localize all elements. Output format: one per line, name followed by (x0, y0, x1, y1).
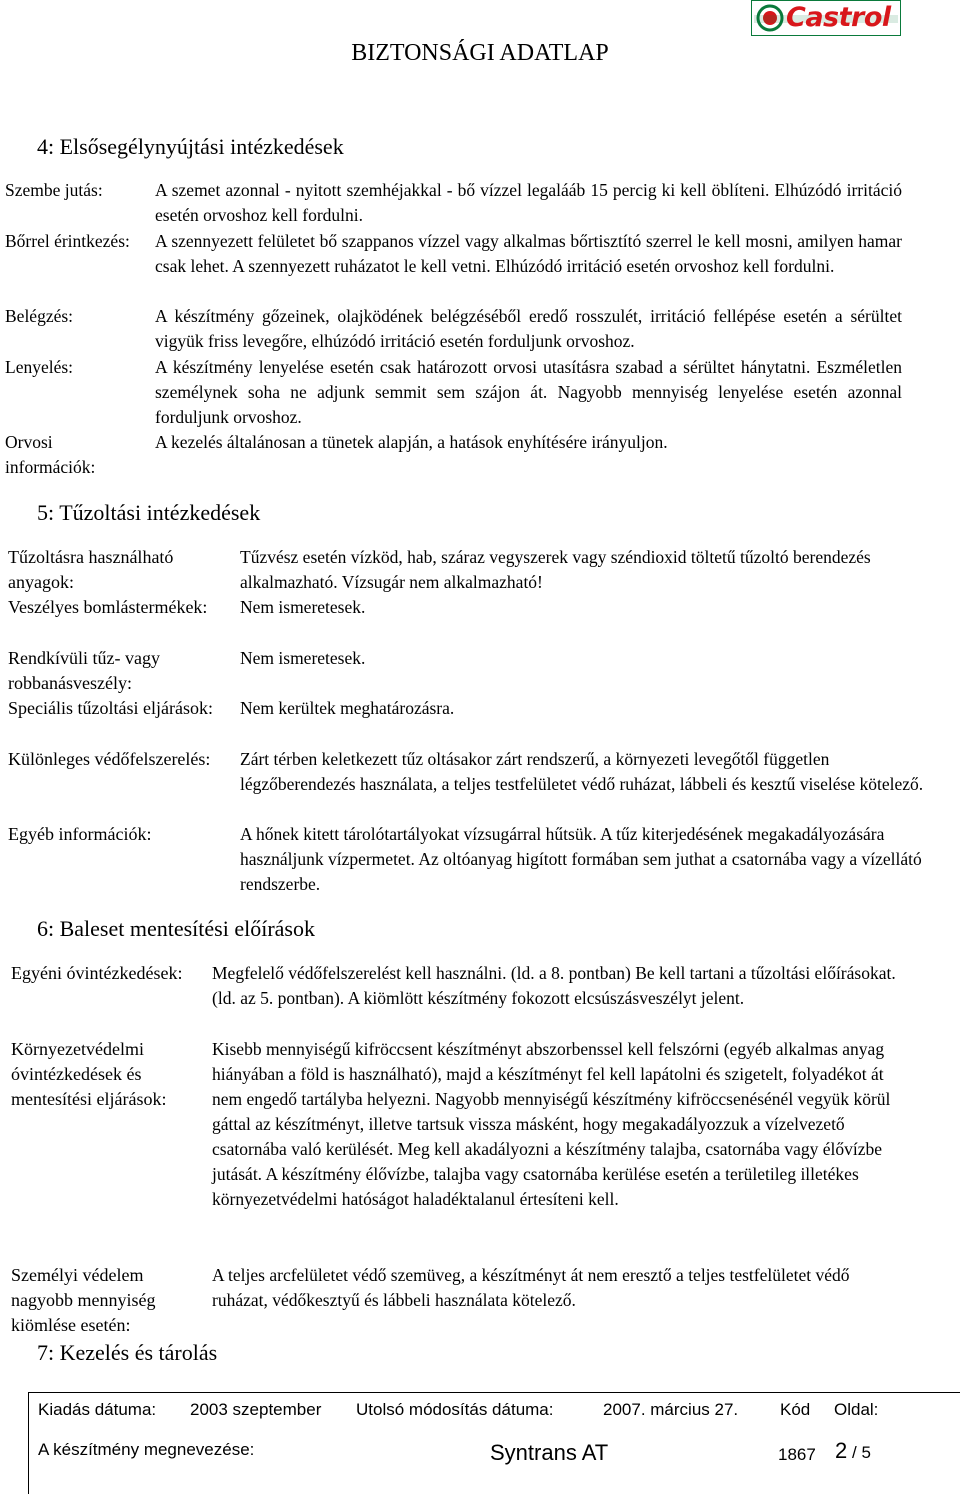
section-4-label-medical: Orvosi információk: (5, 432, 96, 477)
footer-modified-label: Utolsó módosítás dátuma: (356, 1400, 554, 1419)
section-4-text-inhalation: A készítmény gőzeinek, olajködének belégzéséből eredő rosszulét, irritáció fellépése esetén a sérültet vigyük friss levegőre, elhúzódó irritáció esetén forduljunk orvoshoz. (155, 306, 902, 351)
section-5-label-explosion-hazard: Rendkívüli tűz- vagy robbanásveszély: (8, 648, 160, 693)
section-5-label-other-info: Egyéb információk: (8, 824, 152, 844)
footer-issue-value: 2003 szeptember (190, 1400, 322, 1419)
footer-page-label: Oldal: (834, 1400, 879, 1419)
section-6-label-large-spill: Személyi védelem nagyobb mennyiség kiömlése esetén: (11, 1265, 156, 1335)
section-6-text-large-spill: A teljes arcfelületet védő szemüveg, a készítményt át nem eresztő a teljes testfelületet védő ruházat, védőkesztyű és lábbeli használata kötelező. (212, 1265, 850, 1310)
footer-product-label: A készítmény megnevezése: (38, 1440, 255, 1459)
castrol-logo-text: Castrol (786, 2, 891, 33)
section-4-label-inhalation: Belégzés: (5, 306, 74, 326)
section-4-label-eye: Szembe jutás: (5, 180, 103, 200)
footer-page-current: 2 (835, 1438, 848, 1463)
footer-modified-value: 2007. március 27. (603, 1400, 739, 1419)
section-5-label-special-procedures: Speciális tűzoltási eljárások: (8, 698, 213, 718)
section-6-text-environmental: Kisebb mennyiségű kifröccsent készítményt abszorbenssel kell felszórni (egyéb alkalmas anyag hiányában a föld is használható), majd a készítményt fel kell lapátolni és szigetelt, folyadékot át nem engedő tartályba helyezni. Nagyobb mennyiségű készítmény kifröccsenésénél vegyük körül gáttal az készítményt, illetve tartsuk vissza másként, hogy megakadályozzuk a vízelvezető csatornába való kerülését. Meg kell akadályozni a készítmény talajba, csatornába vagy élővízbe jutását. A készítmény élővízbe, talajba vagy csatornába kerülése esetén a területileg illetékes környezetvédelmi hatóságot haladéktalanul értesíteni kell. (212, 1039, 891, 1209)
section-4-heading: 4: Elsősegélynyújtási intézkedések (37, 134, 344, 159)
castrol-logo (751, 0, 901, 36)
section-5-text-extinguishing: Tűzvész esetén vízköd, hab, száraz vegyszerek vagy széndioxid töltetű tűzoltó berendezés alkalmazható. Vízsugár nem alkalmazható! (240, 547, 871, 592)
footer-code-label: Kód (780, 1400, 811, 1419)
section-4-text-skin: A szennyezett felületet bő szappanos vízzel vagy alkalmas bőrtisztító szerrel le kell mosni, amilyen hamar csak lehet. A szennyezett ruházatot le kell vetni. Elhúzódó irritáció esetén orvoshoz kell fordulni. (155, 231, 902, 276)
footer-issue-label: Kiadás dátuma: (38, 1400, 157, 1419)
section-5-label-extinguishing: Tűzoltásra használható anyagok: (8, 547, 174, 592)
footer-product-value: Syntrans AT (490, 1440, 609, 1465)
document-title: BIZTONSÁGI ADATLAP (351, 40, 609, 66)
section-5-label-hazardous-products: Veszélyes bomlástermékek: (8, 597, 208, 617)
section-5-text-other-info: A hőnek kitett tárolótartályokat vízsugárral hűtsük. A tűz kiterjedésének megakadályozására használjunk vízpermetet. Az oltóanyag higított formában sem juthat a csatornába vagy a vízellátó rendszerbe. (240, 824, 922, 894)
section-4-text-eye: A szemet azonnal - nyitott szemhéjakkal - bő vízzel legalááb 15 percig ki kell öblíteni. Elhúzódó irritáció esetén orvoshoz kell fordulni. (155, 180, 902, 225)
section-6-label-environmental: Környezetvédelmi óvintézkedések és mentesítési eljárások: (11, 1039, 167, 1109)
section-7-heading: 7: Kezelés és tárolás (37, 1340, 218, 1365)
section-5-text-hazardous-products: Nem ismeretesek. (240, 597, 366, 617)
section-5-label-protective-equipment: Különleges védőfelszerelés: (8, 749, 211, 769)
section-6-label-personal-precautions: Egyéni óvintézkedések: (11, 963, 183, 983)
footer-code-value: 1867 (778, 1445, 816, 1464)
section-5-text-special-procedures: Nem kerültek meghatározásra. (240, 698, 455, 718)
section-4-text-medical: A kezelés általánosan a tünetek alapján, a hatások enyhítésére irányuljon. (155, 432, 668, 452)
section-6-text-personal-precautions: Megfelelő védőfelszerelést kell használni. (ld. a 8. pontban) Be kell tartani a tűzoltási előírásokat. (ld. az 5. pontban). A kiömlött készítmény fokozott elcsúszásveszélyt jelent. (212, 963, 896, 1008)
footer-page-total: / 5 (852, 1443, 871, 1462)
section-4-label-ingestion: Lenyelés: (5, 357, 74, 377)
section-4-text-ingestion: A készítmény lenyelése esetén csak határozott orvosi utasításra szabad a sérültet hánytatni. Eszméletlen személynek soha ne adjunk semmit sem szájon át. Nagyobb mennyiség lenyelése esetén azonnal forduljunk orvoshoz. (155, 357, 902, 427)
section-4-label-skin: Bőrrel érintkezés: (5, 231, 130, 251)
section-5-text-explosion-hazard: Nem ismeretesek. (240, 648, 366, 668)
section-5-heading: 5: Tűzoltási intézkedések (37, 500, 261, 525)
section-6-heading: 6: Baleset mentesítési előírások (37, 916, 315, 941)
section-5-text-protective-equipment: Zárt térben keletkezett tűz oltásakor zárt rendszerű, a környezeti levegőtől független légzőberendezés használata, a teljes testfelületet védő ruházat, lábbeli és kesztű viselése kötelező. (240, 749, 924, 794)
